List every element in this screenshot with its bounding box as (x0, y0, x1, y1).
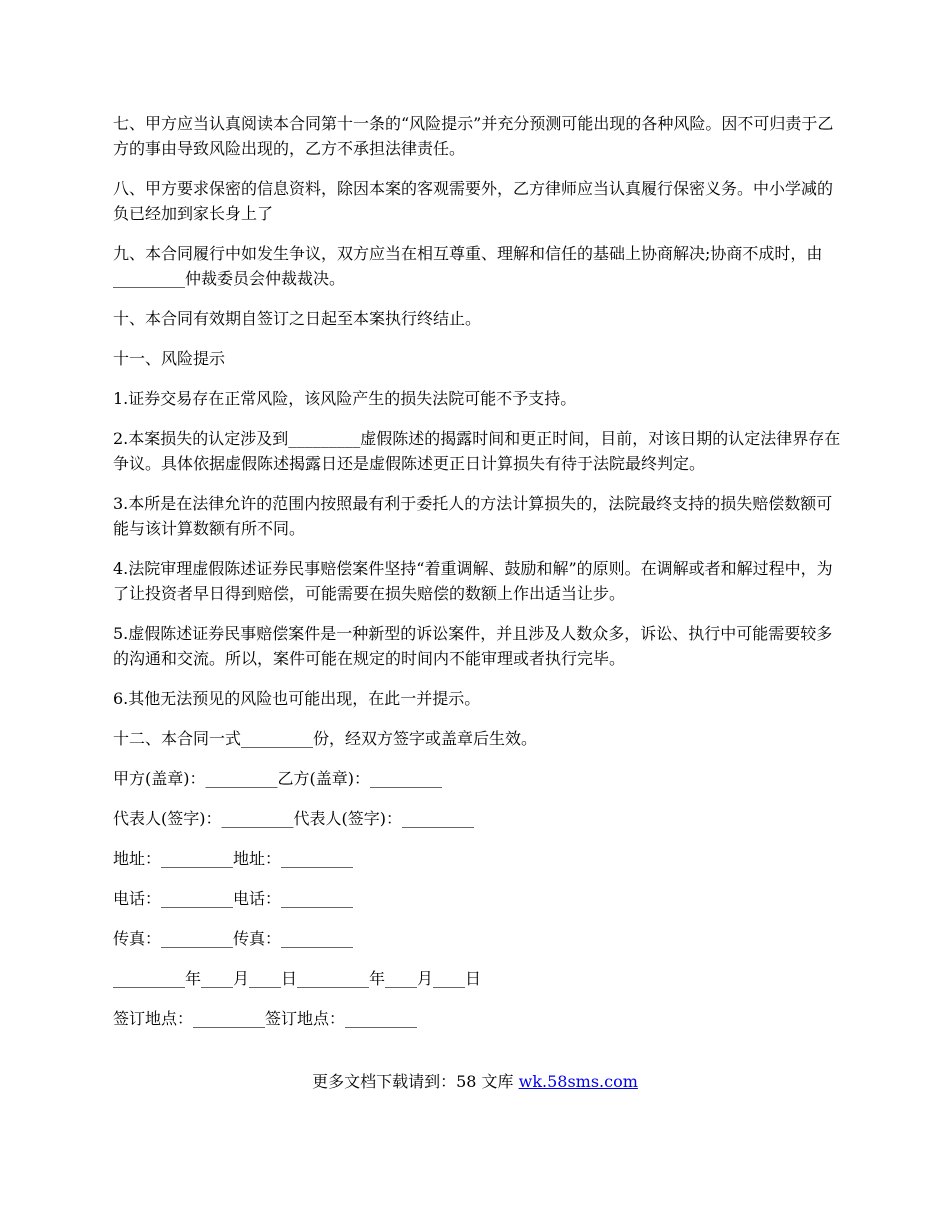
page-footer (0, 1069, 950, 1094)
risk-item-2: 2.本案损失的认定涉及到_________虚假陈述的揭露时间和更正时间，目前，对该日期的认定法律界存在争议。具体依据虚假陈述揭露日还是虚假陈述更正日计算损失有待于法院最终判定。 (113, 429, 841, 473)
risk-item-5: 5.虚假陈述证券民事赔偿案件是一种新型的诉讼案件，并且涉及人数众多，诉讼、执行中可能需要较多的沟通和交流。所以，案件可能在规定的时间内不能审理或者执行完毕。 (113, 624, 833, 668)
signature-seal-line: 甲方(盖章)：_________乙方(盖章)：_________ (113, 769, 442, 788)
footer-text: 更多文档下载请到：58 文库 (312, 1072, 519, 1091)
clause-8: 八、甲方要求保密的信息资料，除因本案的客观需要外，乙方律师应当认真履行保密义务。中小学减的负已经加到家长身上了 (113, 179, 834, 223)
signature-phone-line: 电话：_________电话：_________ (113, 889, 354, 908)
document-body (113, 111, 843, 1046)
signature-address-line: 地址：_________地址：_________ (113, 849, 354, 868)
signature-fax-line: 传真：_________传真：_________ (113, 929, 354, 948)
risk-item-3: 3.本所是在法律允许的范围内按照最有利于委托人的方法计算损失的，法院最终支持的损失赔偿数额可能与该计算数额有所不同。 (113, 494, 833, 538)
signature-place-line: 签订地点：_________签订地点：_________ (113, 1009, 418, 1028)
clause-11-heading: 十一、风险提示 (113, 349, 226, 368)
risk-item-1: 1.证券交易存在正常风险，该风险产生的损失法院可能不予支持。 (113, 389, 577, 408)
signature-representative-line: 代表人(签字)：_________代表人(签字)：_________ (113, 809, 474, 828)
risk-item-6: 6.其他无法预见的风险也可能出现，在此一并提示。 (113, 689, 481, 708)
clause-7: 七、甲方应当认真阅读本合同第十一条的“风险提示”并充分预测可能出现的各种风险。因不可归责于乙方的事由导致风险出现的，乙方不承担法律责任。 (113, 114, 834, 158)
footer-link[interactable]: wk.58sms.com (518, 1072, 638, 1091)
clause-12: 十二、本合同一式_________份，经双方签字或盖章后生效。 (113, 729, 538, 748)
clause-9: 九、本合同履行中如发生争议，双方应当在相互尊重、理解和信任的基础上协商解决;协商不成时，由_________仲裁委员会仲裁裁决。 (113, 244, 823, 288)
risk-item-4: 4.法院审理虚假陈述证券民事赔偿案件坚持“着重调解、鼓励和解”的原则。在调解或者和解过程中，为了让投资者早日得到赔偿，可能需要在损失赔偿的数额上作出适当让步。 (113, 559, 833, 603)
signature-date-line: _________年____月____日_________年____月____日 (113, 969, 482, 988)
clause-10: 十、本合同有效期自签订之日起至本案执行终结止。 (113, 309, 482, 328)
